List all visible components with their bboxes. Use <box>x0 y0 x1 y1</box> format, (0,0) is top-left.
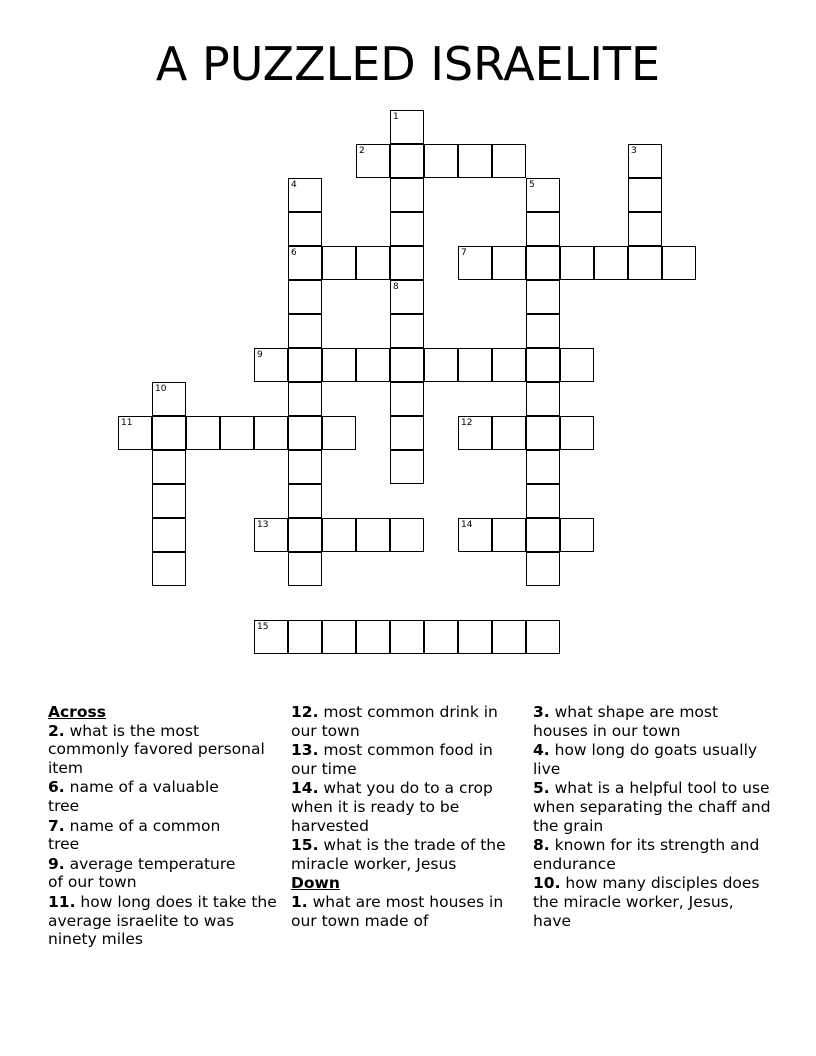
grid-cell[interactable] <box>356 518 390 552</box>
grid-cell[interactable] <box>322 246 356 280</box>
grid-cell[interactable] <box>628 212 662 246</box>
grid-cell[interactable] <box>356 144 390 178</box>
clue-across-7: 7. name of a common tree <box>48 816 221 854</box>
grid-cell[interactable] <box>288 280 322 314</box>
grid-cell[interactable] <box>526 280 560 314</box>
clue-down-3: 3. what shape are most houses in our town <box>533 703 719 740</box>
grid-cell[interactable] <box>390 450 424 484</box>
grid-cell[interactable] <box>424 144 458 178</box>
grid-cell[interactable] <box>628 144 662 178</box>
grid-cell[interactable] <box>560 416 594 450</box>
grid-cell[interactable] <box>288 450 322 484</box>
grid-cell[interactable] <box>152 552 186 586</box>
clue-across-2: 2. what is the most commonly favored personal item <box>48 721 265 777</box>
grid-cell[interactable] <box>254 416 288 450</box>
grid-cell[interactable] <box>526 484 560 518</box>
clue-column-1 <box>48 703 284 950</box>
puzzle-title: A PUZZLED ISRAELITE <box>155 37 661 91</box>
grid-cell[interactable] <box>492 620 526 654</box>
clue-across-12: 12. most common drink in our town <box>291 703 498 740</box>
grid-cell[interactable] <box>526 552 560 586</box>
grid-cell[interactable] <box>288 314 322 348</box>
grid-cell[interactable] <box>152 382 186 416</box>
clue-number: 6 <box>291 248 297 258</box>
clue-number: 11 <box>121 418 133 428</box>
clue-number: 4 <box>291 180 297 190</box>
grid-cell[interactable] <box>288 484 322 518</box>
grid-cell[interactable] <box>458 620 492 654</box>
grid-cell[interactable] <box>288 348 322 382</box>
grid-cell[interactable] <box>118 416 152 450</box>
grid-cell[interactable] <box>492 144 526 178</box>
clue-across-6: 6. name of a valuable tree <box>48 778 219 815</box>
grid-cell[interactable] <box>254 348 288 382</box>
grid-cell[interactable] <box>526 178 560 212</box>
grid-cell[interactable] <box>526 518 560 552</box>
grid-cell[interactable] <box>390 416 424 450</box>
clue-across-14: 14. what you do to a crop when it is ready to be harvested <box>291 779 493 835</box>
grid-cell[interactable] <box>390 144 424 178</box>
grid-cell[interactable] <box>288 416 322 450</box>
clue-across-9: 9. average temperature of our town <box>48 854 236 892</box>
grid-cell[interactable] <box>254 518 288 552</box>
clue-number: 1 <box>393 112 399 122</box>
grid-cell[interactable] <box>152 450 186 484</box>
clue-number: 9 <box>257 350 263 360</box>
clue-number: 10 <box>155 384 167 394</box>
grid-cell[interactable] <box>288 620 322 654</box>
clue-number: 15 <box>257 622 269 632</box>
clue-down-10: 10. how many disciples does the miracle worker, Jesus, have <box>533 874 760 930</box>
clue-down-5: 5. what is a helpful tool to use when separating the chaff and the grain <box>533 779 771 835</box>
clue-across-13: 13. most common food in our time <box>291 741 493 778</box>
grid-cell[interactable] <box>390 382 424 416</box>
clue-number: 3 <box>631 146 637 156</box>
grid-cell[interactable] <box>526 620 560 654</box>
grid-cell[interactable] <box>390 280 424 314</box>
grid-cell[interactable] <box>458 246 492 280</box>
grid-cell[interactable] <box>594 246 628 280</box>
grid-cell[interactable] <box>390 314 424 348</box>
grid-cell[interactable] <box>560 348 594 382</box>
grid-cell[interactable] <box>390 110 424 144</box>
clue-column-3 <box>533 703 773 931</box>
grid-cell[interactable] <box>526 246 560 280</box>
grid-cell[interactable] <box>526 382 560 416</box>
grid-cell[interactable] <box>288 382 322 416</box>
grid-cell[interactable] <box>458 144 492 178</box>
grid-cell[interactable] <box>424 348 458 382</box>
grid-cell[interactable] <box>390 246 424 280</box>
grid-cell[interactable] <box>220 416 254 450</box>
grid-cell[interactable] <box>152 484 186 518</box>
grid-cell[interactable] <box>288 178 322 212</box>
grid-cell[interactable] <box>322 620 356 654</box>
grid-cell[interactable] <box>322 416 356 450</box>
grid-cell[interactable] <box>186 416 220 450</box>
grid-cell[interactable] <box>390 518 424 552</box>
grid-cell[interactable] <box>390 178 424 212</box>
grid-cell[interactable] <box>526 212 560 246</box>
grid-cell[interactable] <box>628 246 662 280</box>
grid-cell[interactable] <box>356 620 390 654</box>
grid-cell[interactable] <box>322 348 356 382</box>
grid-cell[interactable] <box>492 416 526 450</box>
grid-cell[interactable] <box>356 246 390 280</box>
clue-across-11: 11. how long does it take the average israelite to was ninety miles <box>48 892 277 949</box>
clue-down-1: 1. what are most houses in our town made of <box>291 892 504 930</box>
grid-cell[interactable] <box>458 348 492 382</box>
grid-cell[interactable] <box>458 416 492 450</box>
clue-down-8: 8. known for its strength and endurance <box>533 836 760 873</box>
grid-cell[interactable] <box>390 348 424 382</box>
grid-cell[interactable] <box>356 348 390 382</box>
clue-number: 8 <box>393 282 399 292</box>
grid-cell[interactable] <box>152 518 186 552</box>
grid-cell[interactable] <box>492 348 526 382</box>
clue-number: 7 <box>461 248 467 258</box>
grid-cell[interactable] <box>492 246 526 280</box>
grid-cell[interactable] <box>390 620 424 654</box>
grid-cell[interactable] <box>152 416 186 450</box>
across-heading: Across <box>48 703 106 721</box>
grid-cell[interactable] <box>288 212 322 246</box>
grid-cell[interactable] <box>322 518 356 552</box>
down-heading: Down <box>291 874 340 893</box>
grid-cell[interactable] <box>526 416 560 450</box>
grid-cell[interactable] <box>254 620 288 654</box>
clue-number: 5 <box>529 180 535 190</box>
grid-cell[interactable] <box>526 450 560 484</box>
grid-cell[interactable] <box>390 212 424 246</box>
clue-down-4: 4. how long do goats usually live <box>533 741 758 778</box>
clue-number: 2 <box>359 146 365 156</box>
clue-number: 12 <box>461 418 473 428</box>
grid-cell[interactable] <box>526 348 560 382</box>
grid-cell[interactable] <box>628 178 662 212</box>
grid-cell[interactable] <box>492 518 526 552</box>
grid-cell[interactable] <box>560 246 594 280</box>
clue-number: 14 <box>461 520 473 530</box>
clue-across-15: 15. what is the trade of the miracle worker, Jesus <box>291 836 506 873</box>
grid-cell[interactable] <box>288 552 322 586</box>
grid-cell[interactable] <box>526 314 560 348</box>
grid-cell[interactable] <box>288 246 322 280</box>
grid-cell[interactable] <box>560 518 594 552</box>
grid-cell[interactable] <box>288 518 322 552</box>
grid-cell[interactable] <box>662 246 696 280</box>
grid-cell[interactable] <box>424 620 458 654</box>
grid-cell[interactable] <box>458 518 492 552</box>
clue-column-2 <box>291 703 521 931</box>
clue-number: 13 <box>257 520 269 530</box>
